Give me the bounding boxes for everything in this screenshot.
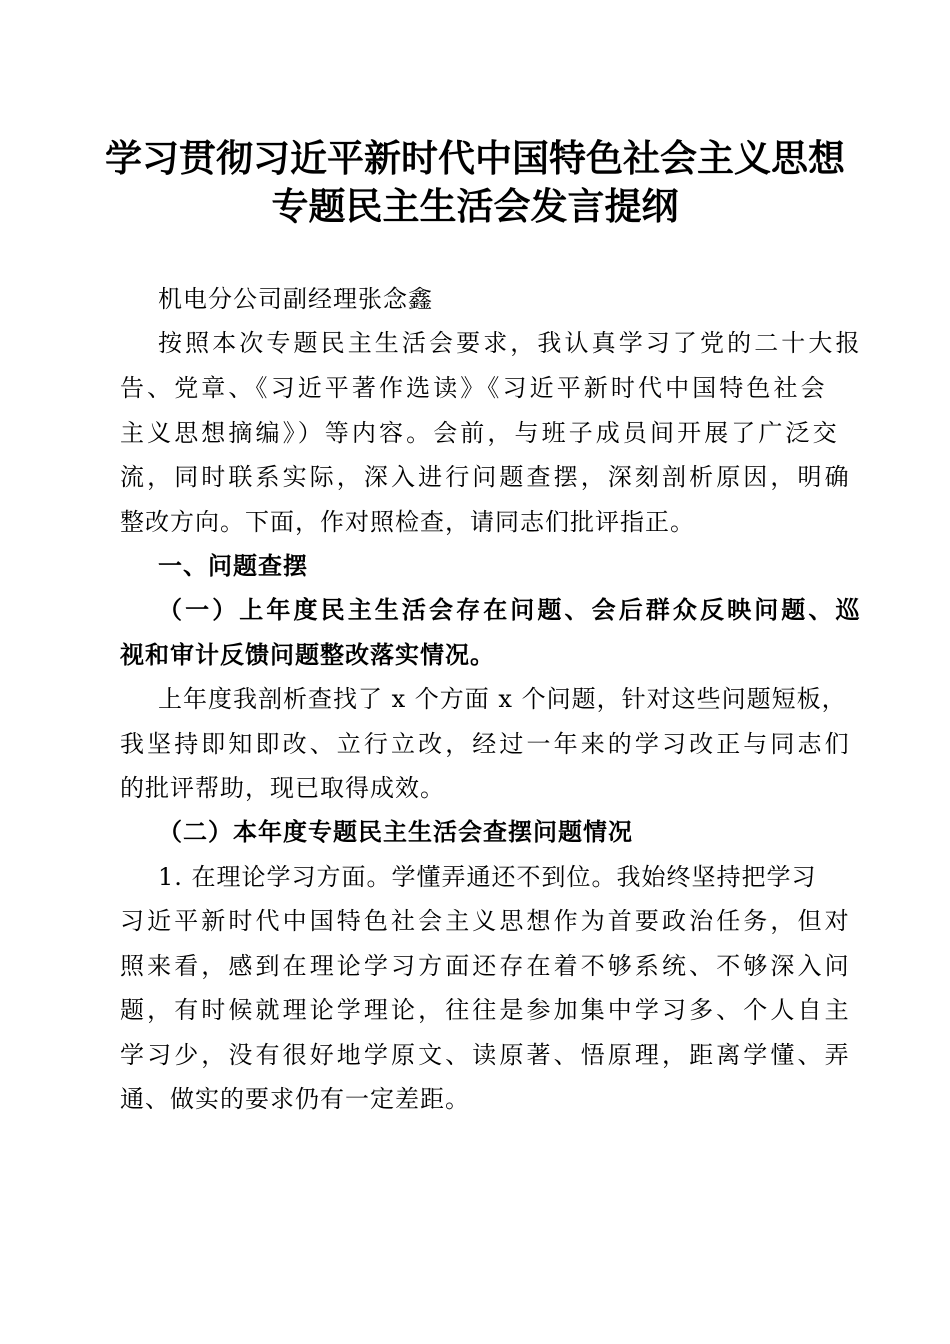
- paragraph-line: 上年度我剖析查找了 x 个方面 x 个问题，针对这些问题短板，: [158, 685, 847, 713]
- intro-line: 告、党章、《习近平著作选读》《习近平新时代中国特色社会: [120, 374, 828, 402]
- intro-line: 主义思想摘编》）等内容。会前，与班子成员间开展了广泛交: [120, 419, 840, 447]
- paragraph-line: 通、做实的要求仍有一定差距。: [120, 1085, 470, 1113]
- subsection-heading-line: 视和审计反馈问题整改落实情况。: [120, 640, 495, 669]
- subsection-heading-line: （一）上年度民主生活会存在问题、会后群众反映问题、巡: [158, 595, 863, 624]
- paragraph-line: 1. 在理论学习方面。学懂弄通还不到位。我始终坚持把学习: [158, 863, 817, 891]
- paragraph-line: 照来看，感到在理论学习方面还存在着不够系统、不够深入问: [120, 952, 852, 980]
- section-heading: 一、问题查摆: [158, 551, 308, 580]
- document-title-line-2: 专题民主生活会发言提纲: [271, 184, 679, 228]
- paragraph-line: 题，有时候就理论学理论，往往是参加集中学习多、个人自主: [120, 996, 852, 1024]
- intro-line: 整改方向。下面，作对照检查，请同志们批评指正。: [120, 508, 695, 536]
- paragraph-line: 习近平新时代中国特色社会主义思想作为首要政治任务，但对: [120, 907, 852, 935]
- document-title-line-1: 学习贯彻习近平新时代中国特色社会主义思想: [105, 136, 845, 180]
- subsection-heading: （二）本年度专题民主生活会查摆问题情况: [158, 817, 633, 846]
- author-line: 机电分公司副经理张念鑫: [158, 285, 433, 313]
- paragraph-line: 我坚持即知即改、立行立改，经过一年来的学习改正与同志们: [120, 730, 852, 758]
- paragraph-line: 学习少，没有很好地学原文、读原著、悟原理，距离学懂、弄: [120, 1041, 852, 1069]
- paragraph-line: 的批评帮助，现已取得成效。: [120, 774, 445, 802]
- intro-line: 按照本次专题民主生活会要求，我认真学习了党的二十大报: [158, 329, 863, 357]
- intro-line: 流，同时联系实际，深入进行问题查摆，深刻剖析原因，明确: [120, 463, 852, 491]
